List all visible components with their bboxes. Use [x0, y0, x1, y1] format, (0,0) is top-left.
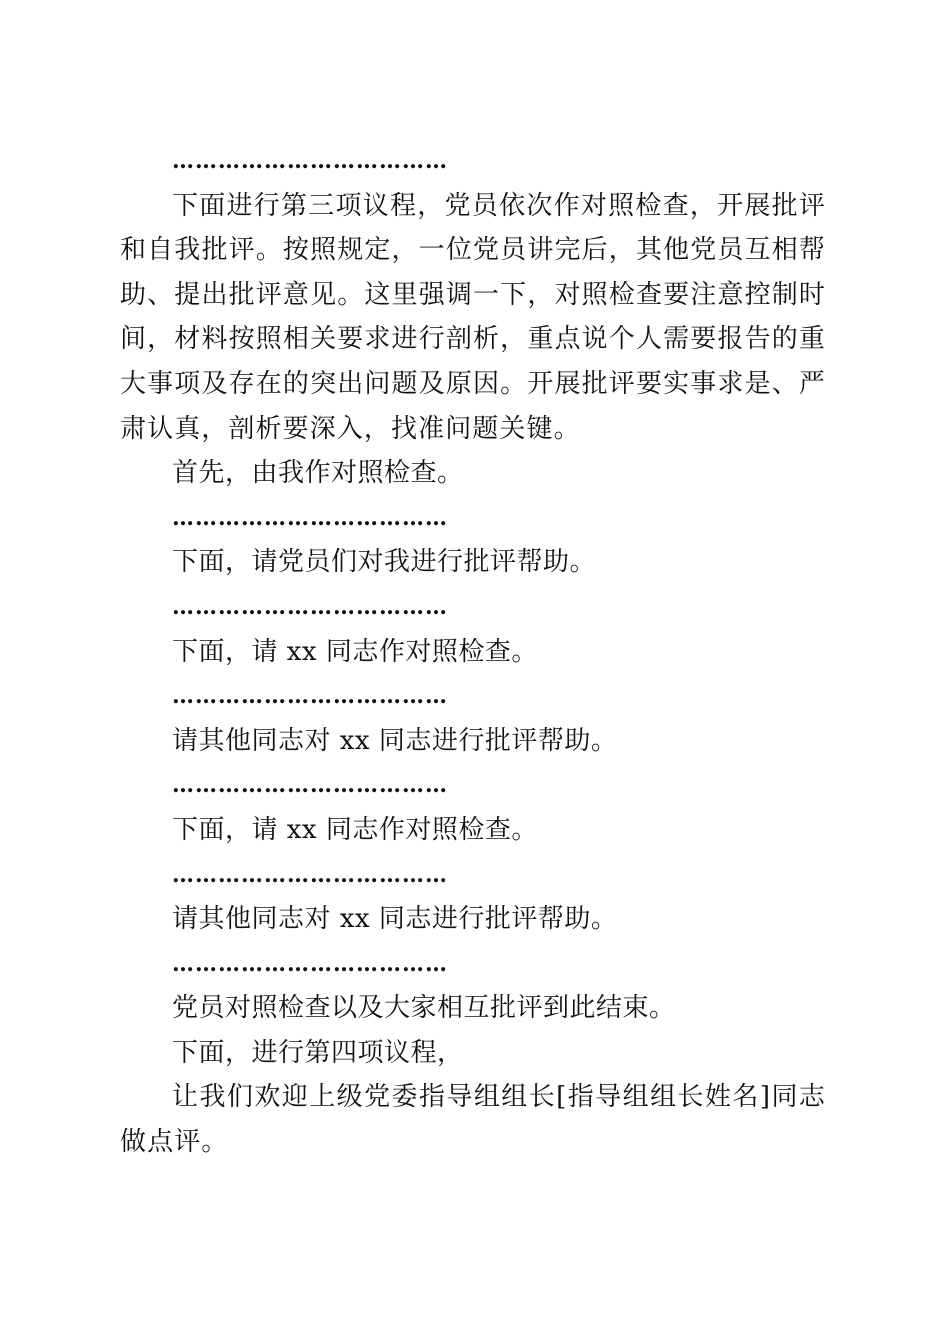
ellipsis-line: ………………………………	[172, 504, 448, 531]
paragraph-criticize-me: 下面，请党员们对我进行批评帮助。	[172, 547, 597, 578]
ellipsis-line: ………………………………	[172, 593, 448, 620]
paragraph-self-check: 首先，由我作对照检查。	[172, 458, 464, 489]
ellipsis-line: ………………………………	[172, 861, 448, 888]
paragraph-xx-criticize: 请其他同志对 xx 同志进行批评帮助。	[172, 725, 618, 756]
paragraph-agenda-four: 下面，进行第四项议程，	[172, 1037, 464, 1068]
paragraph-xx-check: 下面，请 xx 同志作对照检查。	[172, 814, 538, 845]
ellipsis-line: ………………………………	[172, 950, 448, 977]
paragraph-conclusion: 党员对照检查以及大家相互批评到此结束。	[172, 993, 676, 1024]
ellipsis-line: ………………………………	[172, 772, 448, 799]
paragraph-xx-check: 下面，请 xx 同志作对照检查。	[172, 636, 538, 667]
paragraph-xx-criticize: 请其他同志对 xx 同志进行批评帮助。	[172, 904, 618, 935]
document-body	[120, 139, 826, 1165]
paragraph-agenda-three: 下面进行第三项议程，党员依次作对照检查，开展批评和自我批评。按照规定，一位党员讲完后，其他党员互相帮助、提出批评意见。这里强调一下，对照检查要注意控制时间，材料按照相关要求进行剖析，重点说个人需要报告的重大事项及存在的突出问题及原因。开展批评要实事求是、严肃认真，剖析要深入，找准问题关键。	[120, 190, 826, 444]
ellipsis-line: ………………………………	[172, 148, 448, 174]
paragraph-welcome-leader: 让我们欢迎上级党委指导组组长[指导组组长姓名]同志做点评。	[120, 1082, 826, 1158]
ellipsis-line: ………………………………	[172, 683, 448, 710]
